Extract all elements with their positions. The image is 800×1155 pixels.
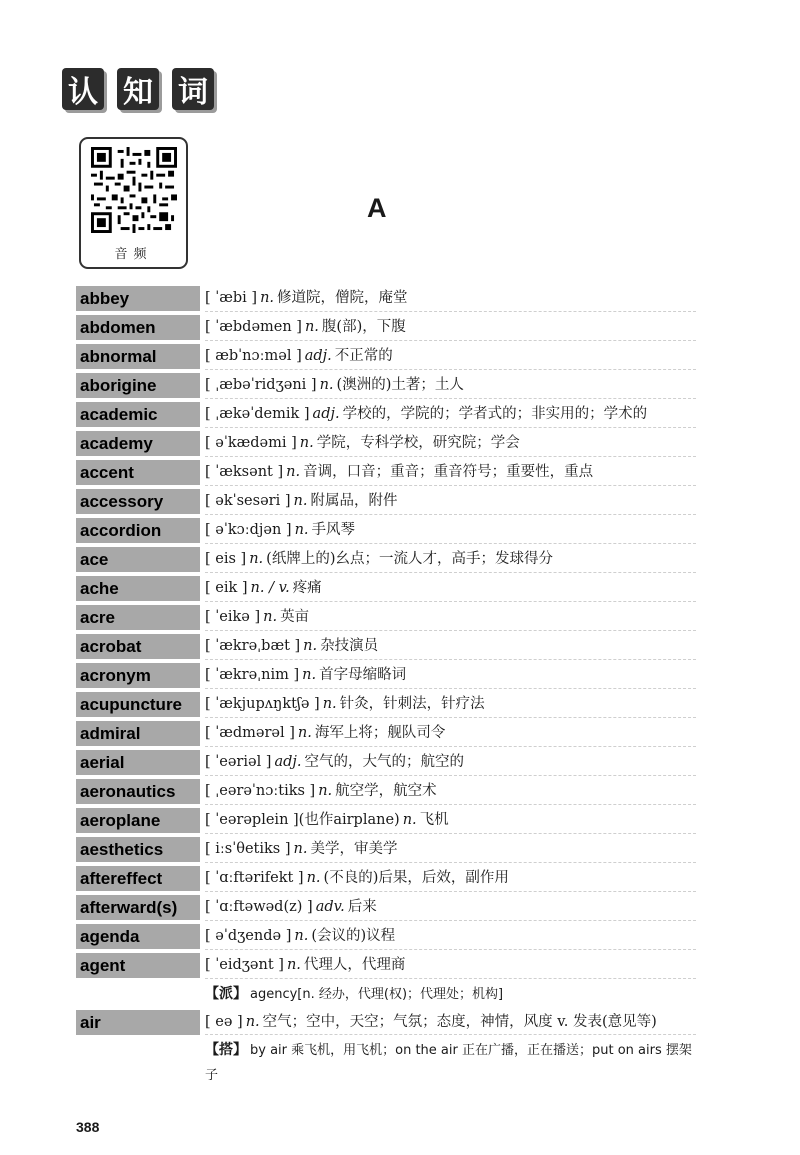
entry-part-of-speech: n. xyxy=(306,870,321,886)
entry-definition-block xyxy=(205,953,696,1007)
entry-definition-block xyxy=(205,721,696,747)
entry-pronunciation: [ eik ] xyxy=(205,580,248,596)
entry-word: acupuncture xyxy=(76,692,200,717)
entry-pronunciation: [ ˈækrəˌbæt ] xyxy=(205,638,301,654)
entry-word: academic xyxy=(76,402,200,427)
entry-meaning: 附属品，附件 xyxy=(310,493,398,509)
entry-definition xyxy=(205,895,696,921)
entry-pronunciation: [ ˈeidʒənt ] xyxy=(205,957,284,973)
entry-part-of-speech: adj. xyxy=(312,406,340,422)
entry-word: aeronautics xyxy=(76,779,200,804)
entry-definition-block xyxy=(205,808,696,834)
list-item xyxy=(76,605,696,631)
list-item xyxy=(76,344,696,370)
entry-definition-block xyxy=(205,518,696,544)
entry-word: admiral xyxy=(76,721,200,746)
entry-definition xyxy=(205,373,696,399)
entry-part-of-speech: n. xyxy=(302,667,317,683)
entry-definition-block xyxy=(205,286,696,312)
entry-definition xyxy=(205,489,696,515)
entry-part-of-speech: n. xyxy=(294,928,309,944)
entry-definition-block xyxy=(205,692,696,718)
entry-part-of-speech: adj. xyxy=(274,754,302,770)
entry-word: academy xyxy=(76,431,200,456)
entry-part-of-speech: n. xyxy=(319,377,334,393)
entry-meaning: (不良的)后果，后效，副作用 xyxy=(323,870,509,886)
entry-meaning: 修道院，僧院，庵堂 xyxy=(277,290,408,306)
entry-part-of-speech: n. xyxy=(402,812,417,828)
section-title xyxy=(62,68,214,110)
entry-meaning: 后来 xyxy=(347,899,377,915)
entry-part-of-speech: n. xyxy=(286,957,301,973)
entry-part-of-speech: n. xyxy=(304,319,319,335)
entry-meaning: (会议的)议程 xyxy=(311,928,396,944)
entry-note-tag: 【派】 xyxy=(205,986,247,1002)
entry-meaning: 疼痛 xyxy=(292,580,322,596)
list-item xyxy=(76,431,696,457)
entry-pronunciation: [ ˈækjupʌŋktʃə ] xyxy=(205,696,320,712)
qr-code-icon[interactable] xyxy=(91,147,177,233)
entry-word: air xyxy=(76,1010,200,1035)
entry-definition-block xyxy=(205,779,696,805)
entry-definition xyxy=(205,1010,696,1035)
entry-definition xyxy=(205,953,696,979)
entry-definition-block xyxy=(205,663,696,689)
entry-word: aborigine xyxy=(76,373,200,398)
entry-definition-block xyxy=(205,344,696,370)
entry-pronunciation: [ əˈkædəmi ] xyxy=(205,435,297,451)
entry-definition-block xyxy=(205,866,696,892)
entry-part-of-speech: n. xyxy=(286,464,301,480)
entry-word: ace xyxy=(76,547,200,572)
entry-definition xyxy=(205,518,696,544)
entry-definition-block xyxy=(205,460,696,486)
entry-word: aeroplane xyxy=(76,808,200,833)
entry-meaning: 美学，审美学 xyxy=(310,841,398,857)
entry-definition-block xyxy=(205,837,696,863)
qr-label: 音频 xyxy=(114,247,153,262)
entry-definition xyxy=(205,808,696,834)
entry-definition-block xyxy=(205,373,696,399)
list-item xyxy=(76,692,696,718)
page-number: 388 xyxy=(76,1119,100,1135)
entry-definition xyxy=(205,924,696,950)
entry-definition xyxy=(205,460,696,486)
entry-definition xyxy=(205,692,696,718)
entry-definition xyxy=(205,315,696,341)
entry-pronunciation: [ ˈɑːftəwəd(z) ] xyxy=(205,899,313,915)
list-item xyxy=(76,489,696,515)
entry-definition-block xyxy=(205,576,696,602)
list-item xyxy=(76,924,696,950)
entry-word: acronym xyxy=(76,663,200,688)
title-tile-2: 知 xyxy=(117,68,159,110)
entry-meaning: 首字母缩略词 xyxy=(319,667,407,683)
entry-part-of-speech: n. xyxy=(318,783,333,799)
entry-word: afterward(s) xyxy=(76,895,200,920)
list-item xyxy=(76,634,696,660)
list-item xyxy=(76,402,696,428)
list-item xyxy=(76,750,696,776)
list-item xyxy=(76,779,696,805)
entry-meaning: 飞机 xyxy=(419,812,449,828)
entry-part-of-speech: n. xyxy=(263,609,278,625)
list-item xyxy=(76,373,696,399)
entry-meaning: 学院，专科学校，研究院；学会 xyxy=(316,435,520,451)
entry-pronunciation: [ ˈeəriəl ] xyxy=(205,754,272,770)
entry-pronunciation: [ eis ] xyxy=(205,551,247,567)
entry-meaning: 空气；空中，天空；气氛；态度，神情，风度 v. 发表(意见等) xyxy=(262,1014,657,1030)
entry-definition xyxy=(205,663,696,689)
entry-pronunciation: [ ˈæbi ] xyxy=(205,290,258,306)
entry-part-of-speech: n. xyxy=(322,696,337,712)
entry-definition xyxy=(205,837,696,863)
entry-part-of-speech: n. xyxy=(249,551,264,567)
entry-word: aftereffect xyxy=(76,866,200,891)
entry-word: accordion xyxy=(76,518,200,543)
entry-part-of-speech: n. xyxy=(293,493,308,509)
entry-meaning: 杂技演员 xyxy=(320,638,379,654)
entry-pronunciation: [ ˈækrəˌnim ] xyxy=(205,667,300,683)
entry-pronunciation: [ eə ] xyxy=(205,1014,243,1030)
list-item xyxy=(76,547,696,573)
entry-definition-block xyxy=(205,547,696,573)
list-item xyxy=(76,866,696,892)
entry-meaning: 音调，口音；重音；重音符号；重要性，重点 xyxy=(303,464,594,480)
entry-part-of-speech: n. xyxy=(297,725,312,741)
entry-meaning: 腹(部)，下腹 xyxy=(321,319,406,335)
list-item xyxy=(76,808,696,834)
entry-part-of-speech: adj. xyxy=(304,348,332,364)
list-item xyxy=(76,837,696,863)
vocabulary-list xyxy=(76,286,696,1091)
entry-definition xyxy=(205,286,696,312)
entry-pronunciation: [ əˈdʒendə ] xyxy=(205,928,292,944)
entry-pronunciation: [ ˈɑːftərifekt ] xyxy=(205,870,304,886)
section-letter: A xyxy=(367,193,387,223)
entry-definition-block xyxy=(205,315,696,341)
entry-note xyxy=(205,1038,696,1088)
entry-definition-block xyxy=(205,431,696,457)
entry-word: abbey xyxy=(76,286,200,311)
title-tile-1: 认 xyxy=(62,68,104,110)
entry-pronunciation: [ ˈædmərəl ] xyxy=(205,725,295,741)
entry-meaning: 不正常的 xyxy=(334,348,393,364)
entry-pronunciation: [ ˈæbdəmen ] xyxy=(205,319,302,335)
entry-meaning: 代理人，代理商 xyxy=(303,957,406,973)
entry-word: acrobat xyxy=(76,634,200,659)
entry-definition-block xyxy=(205,402,696,428)
entry-part-of-speech: n. xyxy=(245,1014,260,1030)
entry-definition-block xyxy=(205,1010,696,1088)
entry-pronunciation: [ ˌæbəˈridʒəni ] xyxy=(205,377,317,393)
entry-word: accent xyxy=(76,460,200,485)
entry-definition xyxy=(205,344,696,370)
entry-definition xyxy=(205,547,696,573)
entry-pronunciation: [ ˈæksənt ] xyxy=(205,464,284,480)
entry-definition xyxy=(205,721,696,747)
entry-word: ache xyxy=(76,576,200,601)
entry-pronunciation: [ ˈeikə ] xyxy=(205,609,261,625)
entry-part-of-speech: n. xyxy=(303,638,318,654)
entry-definition xyxy=(205,866,696,892)
entry-word: aesthetics xyxy=(76,837,200,862)
entry-word: agent xyxy=(76,953,200,978)
entry-definition-block xyxy=(205,750,696,776)
entry-definition-block xyxy=(205,605,696,631)
entry-meaning: (纸牌上的)幺点；一流人才，高手；发球得分 xyxy=(266,551,553,567)
entry-word: agenda xyxy=(76,924,200,949)
entry-pronunciation: [ ˌækəˈdemik ] xyxy=(205,406,310,422)
entry-pronunciation: [ əˈkɔːdjən ] xyxy=(205,522,292,538)
list-item xyxy=(76,895,696,921)
list-item xyxy=(76,721,696,747)
entry-meaning: 学校的，学院的；学者式的；非实用的；学术的 xyxy=(342,406,648,422)
entry-definition xyxy=(205,634,696,660)
entry-note-text: by air 乘飞机，用飞机；on the air 正在广播，正在播送；put on airs 摆架子 xyxy=(205,1043,692,1083)
title-tile-3: 词 xyxy=(172,68,214,110)
entry-definition xyxy=(205,779,696,805)
entry-pronunciation: [ ˌeərəˈnɔːtiks ] xyxy=(205,783,316,799)
entry-pronunciation: [ iːsˈθetiks ] xyxy=(205,841,291,857)
entry-meaning: 英亩 xyxy=(280,609,310,625)
list-item xyxy=(76,518,696,544)
entry-word: acre xyxy=(76,605,200,630)
entry-part-of-speech: adv. xyxy=(315,899,345,915)
entry-note-text: agency[n. 经办，代理(权)；代理处；机构] xyxy=(250,987,504,1002)
entry-word: aerial xyxy=(76,750,200,775)
list-item xyxy=(76,663,696,689)
list-item xyxy=(76,576,696,602)
entry-pronunciation: [ əkˈsesəri ] xyxy=(205,493,291,509)
entry-word: abdomen xyxy=(76,315,200,340)
entry-pronunciation: [ æbˈnɔːməl ] xyxy=(205,348,302,364)
list-item xyxy=(76,953,696,1007)
entry-word: accessory xyxy=(76,489,200,514)
entry-part-of-speech: n. xyxy=(260,290,275,306)
entry-part-of-speech: n. / v. xyxy=(250,580,290,596)
entry-definition-block xyxy=(205,489,696,515)
entry-part-of-speech: n. xyxy=(294,522,309,538)
list-item xyxy=(76,315,696,341)
entry-definition-block xyxy=(205,924,696,950)
entry-definition-block xyxy=(205,634,696,660)
audio-qr-card[interactable] xyxy=(79,137,188,269)
entry-meaning: 海军上将；舰队司令 xyxy=(314,725,446,741)
entry-meaning: (澳洲的)土著；土人 xyxy=(336,377,464,393)
entry-word: abnormal xyxy=(76,344,200,369)
entry-meaning: 航空学，航空术 xyxy=(335,783,437,799)
entry-definition xyxy=(205,605,696,631)
entry-definition xyxy=(205,402,696,428)
list-item xyxy=(76,1010,696,1088)
entry-definition xyxy=(205,576,696,602)
list-item xyxy=(76,286,696,312)
entry-note-tag: 【搭】 xyxy=(205,1042,247,1058)
entry-definition xyxy=(205,750,696,776)
list-item xyxy=(76,460,696,486)
entry-definition xyxy=(205,431,696,457)
entry-meaning: 手风琴 xyxy=(311,522,356,538)
entry-part-of-speech: n. xyxy=(299,435,314,451)
entry-note xyxy=(205,982,696,1007)
entry-meaning: 针灸，针刺法，针疗法 xyxy=(339,696,485,712)
entry-part-of-speech: n. xyxy=(293,841,308,857)
entry-definition-block xyxy=(205,895,696,921)
entry-pronunciation: [ ˈeərəplein ](也作airplane) xyxy=(205,812,400,828)
entry-meaning: 空气的，大气的；航空的 xyxy=(304,754,465,770)
